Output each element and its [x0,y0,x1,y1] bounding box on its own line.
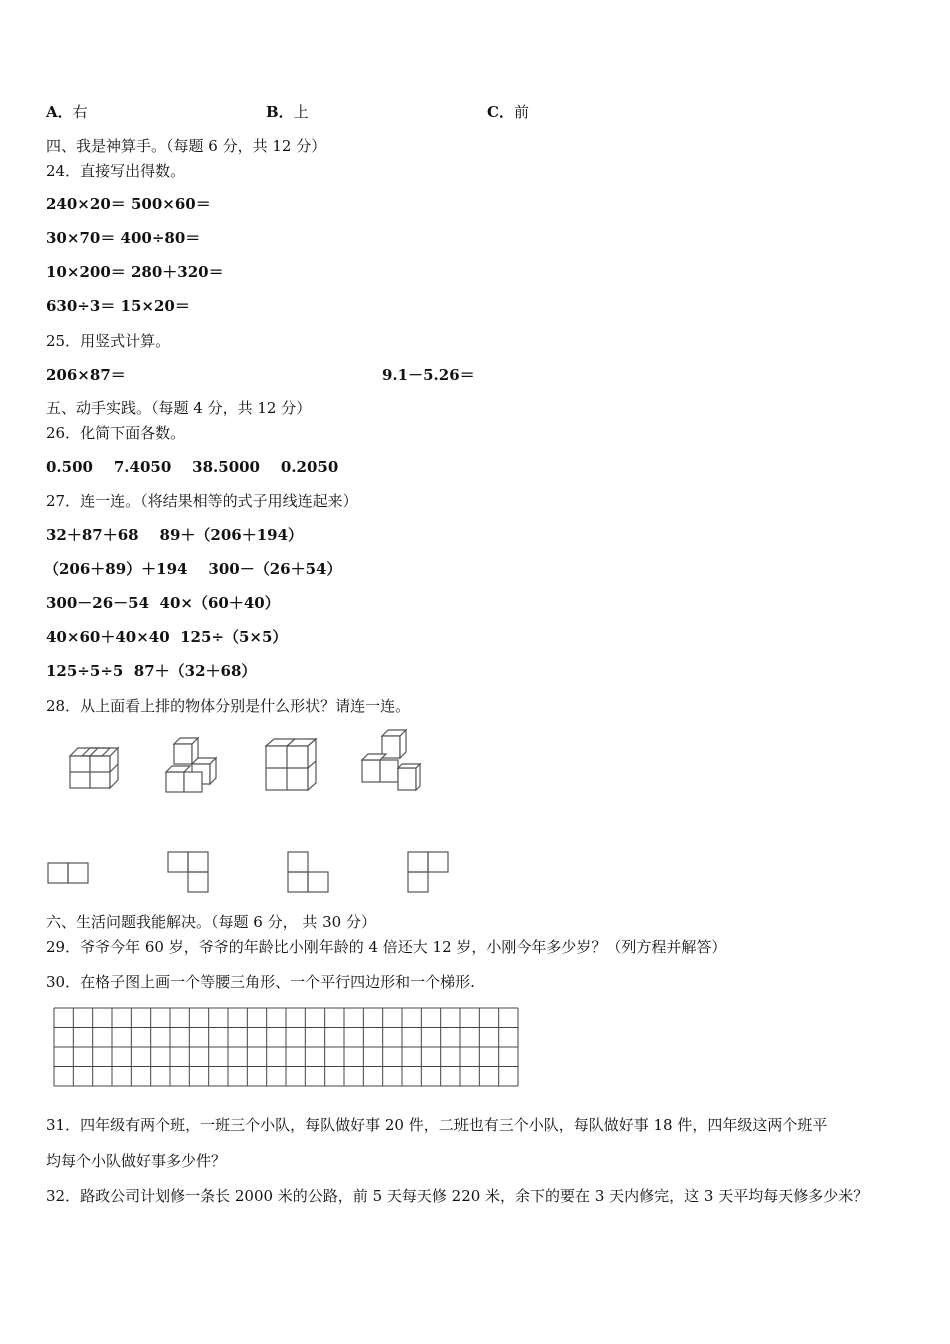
q26-title: 26．化简下面各数。 [46,424,186,442]
q24-row: 240×20＝ 500×60＝ [46,195,211,213]
cube-figure-4 [356,728,426,794]
q24-row: 30×70＝ 400÷80＝ [46,229,201,247]
cube-figure-1 [62,742,128,794]
q27-row: 300－26－54 40×（60＋40） [46,594,280,612]
top-view-3 [284,850,332,896]
cube-figure-3 [262,736,324,794]
q27-row: 125÷5÷5 87＋（32＋68） [46,662,257,680]
q27-row: 40×60＋40×40 125÷（5×5） [46,628,288,646]
option-a-text: 右 [72,103,88,121]
option-b-letter: B． [266,103,294,121]
option-a [46,102,88,122]
q30-title: 30．在格子图上画一个等腰三角形、一个平行四边形和一个梯形. [46,973,475,991]
q24-row: 10×200＝ 280＋320＝ [46,263,224,281]
option-b [266,102,309,122]
section-6-title: 六、生活问题我能解决。（每题 6 分， 共 30 分） [46,913,376,931]
cube-figure-2 [160,734,226,796]
option-a-letter: A． [46,103,73,121]
q25-title: 25．用竖式计算。 [46,332,171,350]
section-4-title: 四、我是神算手。（每题 6 分，共 12 分） [46,137,327,155]
q24-title: 24．直接写出得数。 [46,162,186,180]
q26-numbers: 0.500 7.4050 38.5000 0.2050 [46,458,339,476]
top-view-2 [164,850,212,896]
q31-line1: 31．四年级有两个班，一班三个小队，每队做好事 20 件，二班也有三个小队，每队做好事 18 件，四年级这两个班平 [46,1116,828,1134]
top-view-4 [404,850,452,896]
top-view-1 [46,860,92,886]
q27-title: 27．连一连。（将结果相等的式子用线连起来） [46,492,358,510]
section-5-title: 五、动手实践。（每题 4 分，共 12 分） [46,399,312,417]
q25-left: 206×87＝ [46,366,126,384]
q25-right: 9.1－5.26＝ [382,366,475,384]
q24-row: 630÷3＝ 15×20＝ [46,297,190,315]
q28-title: 28．从上面看上排的物体分别是什么形状？请连一连。 [46,697,411,715]
q27-row: （206＋89）＋194 300－（26＋54） [44,560,342,578]
option-c-text: 前 [513,103,529,121]
option-c-letter: C． [487,103,514,121]
option-b-text: 上 [293,103,309,121]
q31-line2: 均每个小队做好事多少件？ [46,1152,227,1170]
q27-row: 32＋87＋68 89＋（206＋194） [46,526,304,544]
option-c [487,102,529,122]
q29-title: 29．爷爷今年 60 岁，爷爷的年龄比小刚年龄的 4 倍还大 12 岁，小刚今年多少岁？（列方程并解答） [46,938,727,956]
grid-paper [52,1006,520,1088]
q32-title: 32．路政公司计划修一条长 2000 米的公路，前 5 天每天修 220 米，余下的要在 3 天内修完，这 3 天平均每天修多少米？ [46,1187,869,1205]
